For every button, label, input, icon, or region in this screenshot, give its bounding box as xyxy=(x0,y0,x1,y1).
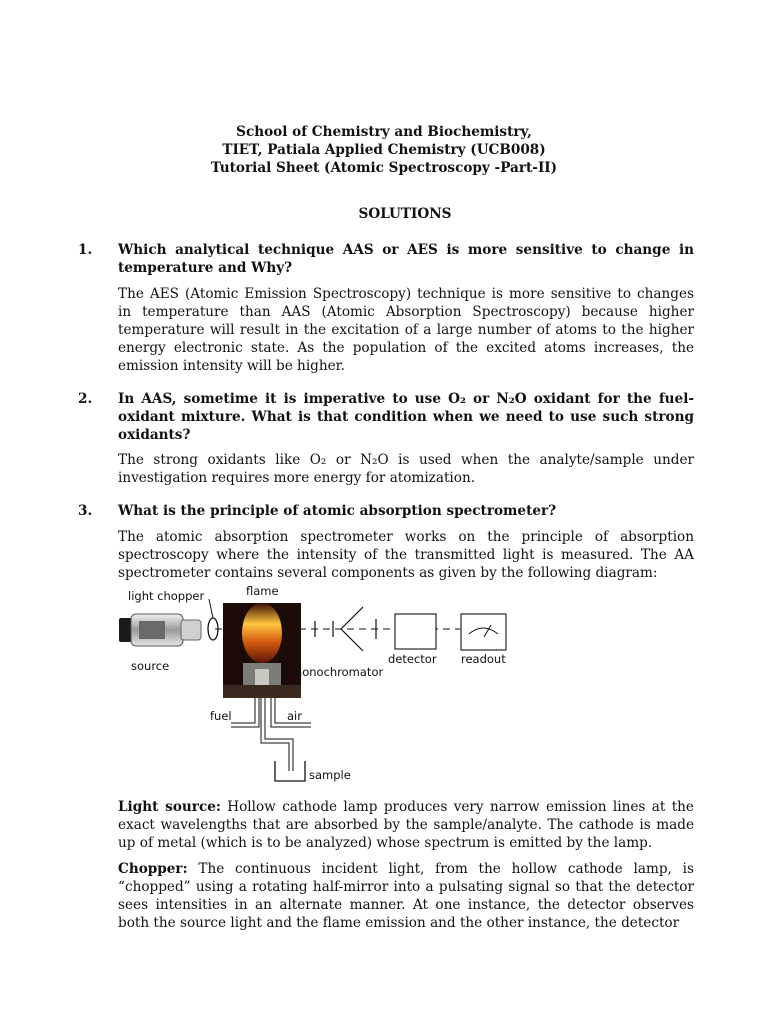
label-readout: readout xyxy=(461,652,506,666)
header-line-course: TIET, Patiala Applied Chemistry (UCB008) xyxy=(222,142,546,158)
label-light-chopper: light chopper xyxy=(128,589,205,603)
question-text: In AAS, sometime it is imperative to use O₂ or N₂O oxidant for the fuel-oxidant mixture. What is that condition when we need to use such strong oxidants? xyxy=(118,391,694,443)
question-2 xyxy=(78,390,694,444)
label-flame: flame xyxy=(246,585,279,598)
question-1 xyxy=(78,241,694,277)
question-3 xyxy=(78,502,694,520)
answer-text: The AES (Atomic Emission Spectroscopy) technique is more sensitive to changes in temperature than AAS (Atomic Absorption Spectroscopy) because higher temperature will result in the excitation of a large number of atoms to the higher energy electronic state. As the population of the excited atoms increases, the emission intensity will be higher. xyxy=(118,286,694,374)
answer-2 xyxy=(118,451,694,487)
answer-3 xyxy=(118,528,694,582)
label-source: source xyxy=(131,659,170,673)
document-header xyxy=(0,123,768,177)
light-source-paragraph xyxy=(118,798,694,852)
light-source-text: Hollow cathode lamp produces very narrow emission lines at the exact wavelengths that are absorbed by the sample/analyte. The cathode is made up of metal (which is to be analyzed) whose spectrum is emitted by the lamp. xyxy=(118,799,694,851)
label-fuel: fuel xyxy=(210,709,232,723)
answer-text: The atomic absorption spectrometer works on the principle of absorption spectroscopy where the intensity of the transmitted light is measured. The AA spectrometer contains several components as given by the following diagram: xyxy=(118,529,694,581)
aa-spectrometer-diagram xyxy=(115,585,515,785)
sample-beaker-icon xyxy=(275,761,305,781)
readout-meter-icon xyxy=(461,614,506,650)
label-detector: detector xyxy=(388,652,437,666)
question-text: What is the principle of atomic absorption spectrometer? xyxy=(118,503,557,519)
answer-1 xyxy=(118,285,694,375)
header-line-school: School of Chemistry and Biochemistry, xyxy=(236,124,532,140)
question-text: Which analytical technique AAS or AES is more sensitive to change in temperature and Why? xyxy=(118,242,694,276)
chopper-paragraph xyxy=(118,860,694,932)
solutions-heading: SOLUTIONS xyxy=(358,206,452,222)
question-number: 1. xyxy=(78,242,93,258)
term-light-source: Light source: xyxy=(118,799,221,815)
hollow-cathode-lamp-icon xyxy=(119,614,201,646)
answer-text: The strong oxidants like O₂ or N₂O is used when the analyte/sample under investigation requires more energy for atomization. xyxy=(118,452,694,486)
label-monochromator: monochromator xyxy=(291,665,384,679)
light-chopper-icon xyxy=(208,599,218,640)
flame-burner-icon xyxy=(223,603,301,698)
term-chopper: Chopper: xyxy=(118,861,188,877)
detector-box-icon xyxy=(395,614,436,649)
header-line-sheet: Tutorial Sheet (Atomic Spectroscopy -Part-II) xyxy=(210,160,558,176)
label-air: air xyxy=(287,709,302,723)
question-number: 3. xyxy=(78,503,93,519)
question-number: 2. xyxy=(78,391,93,407)
label-sample: sample xyxy=(309,768,351,782)
chopper-text: The continuous incident light, from the hollow cathode lamp, is “chopped” using a rotating half-mirror into a pulsating signal so that the detector sees intensities in an alternate manner. At one instance, the detector observes both the source light and the flame emission and the other instance, the detector xyxy=(118,861,694,931)
